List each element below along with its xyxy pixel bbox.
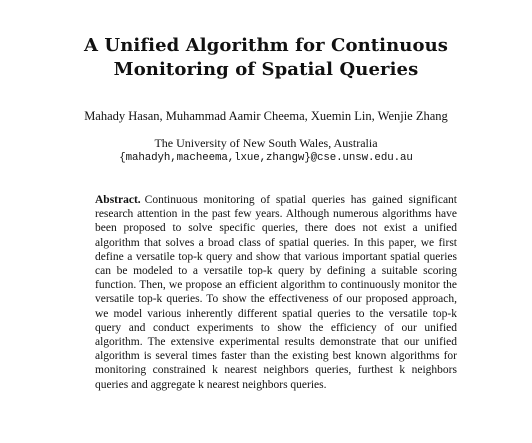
abstract [95,193,457,392]
abstract-text: Continuous monitoring of spatial queries has gained significant research attention in the past few years. Although numerous algorithms have been proposed to solve specific queries, there does not exist a unified algorithm that solves a broad class of spatial queries. In this paper, we first define a versatile top-k query and show that various important spatial queries can be modeled to a versatile top-k query by defining a suitable scoring function. Then, we propose an efficient algorithm to continuously monitor the versatile top-k queries. To show the effectiveness of our proposed approach, we model various inherently different spatial queries to the versatile top-k query and conduct experiments to show the efficiency of our unified algorithm. The extensive experimental results demonstrate that our unified algorithm is several times faster than the existing best known algorithms for monitoring constrained k nearest neighbors queries, furthest k neighbors queries and aggregate k nearest neighbors queries. [95,194,457,391]
abstract-label: Abstract. [95,194,141,206]
author-emails: {mahadyh,macheema,lxue,zhangw}@cse.unsw.edu.au [119,152,413,164]
affiliation: The University of New South Wales, Australia [154,136,378,150]
author-list: Mahady Hasan, Muhammad Aamir Cheema, Xuemin Lin, Wenjie Zhang [84,109,448,123]
paper-title-line-1: A Unified Algorithm for Continuous [83,35,449,56]
paper-title-line-2: Monitoring of Spatial Queries [113,59,419,80]
